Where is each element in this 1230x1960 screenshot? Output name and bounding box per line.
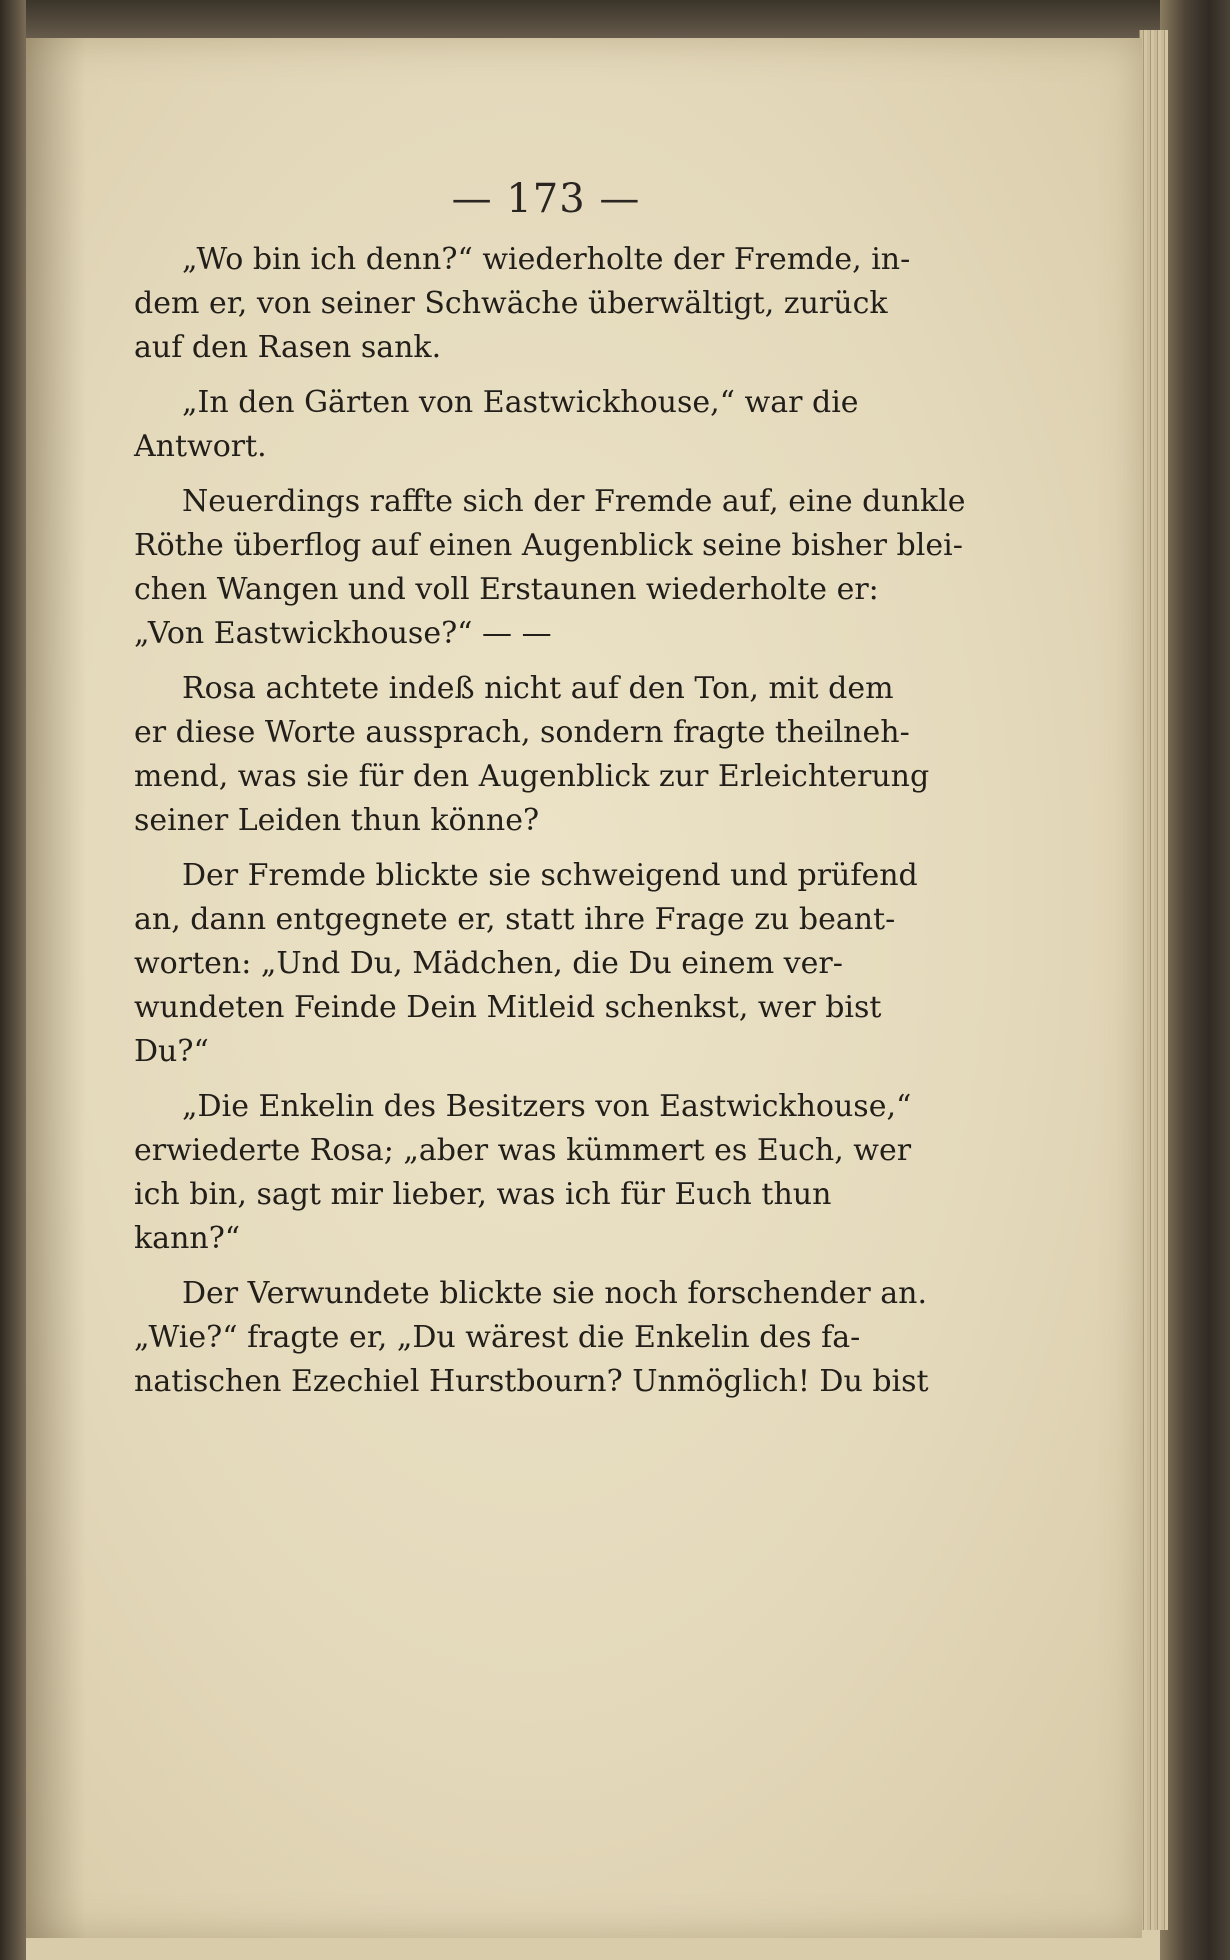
book-page xyxy=(26,38,1142,1938)
text-line: „Wo bin ich denn?“ wiederholte der Fremde, in- xyxy=(182,242,911,277)
text-line: „Von Eastwickhouse?“ — — xyxy=(134,616,552,651)
body-text xyxy=(134,238,966,1404)
text-line: chen Wangen und voll Erstaunen wiederholte er: xyxy=(134,572,879,607)
text-line: Röthe überflog auf einen Augenblick seine bisher blei- xyxy=(134,528,963,563)
page-number: — 173 — xyxy=(451,176,641,222)
text-line: „In den Gärten von Eastwickhouse,“ war die xyxy=(182,385,859,420)
text-line: seiner Leiden thun könne? xyxy=(134,803,540,838)
text-line: Der Verwundete blickte sie noch forschender an. xyxy=(182,1276,928,1311)
book-cover-edge xyxy=(1160,0,1230,1960)
text-line: erwiederte Rosa; „aber was kümmert es Euch, wer xyxy=(134,1133,912,1168)
text-line: kann?“ xyxy=(134,1221,241,1256)
text-line: „Wie?“ fragte er, „Du wärest die Enkelin des fa- xyxy=(134,1320,861,1355)
text-line: Rosa achtete indeß nicht auf den Ton, mit dem xyxy=(182,671,894,706)
text-line: Neuerdings raffte sich der Fremde auf, eine dunkle xyxy=(182,484,966,519)
text-line: Du?“ xyxy=(134,1034,209,1069)
page-stack-edge xyxy=(1139,30,1168,1930)
text-line: „Die Enkelin des Besitzers von Eastwickhouse,“ xyxy=(182,1089,912,1124)
gutter-shadow xyxy=(26,38,86,1938)
text-line: wundeten Feinde Dein Mitleid schenkst, wer bist xyxy=(134,990,882,1025)
text-line: Antwort. xyxy=(134,429,267,464)
text-line: dem er, von seiner Schwäche überwältigt, zurück xyxy=(134,286,888,321)
text-line: auf den Rasen sank. xyxy=(134,330,442,365)
text-line: mend, was sie für den Augenblick zur Erleichterung xyxy=(134,759,930,794)
text-line: natischen Ezechiel Hurstbourn? Unmöglich! Du bist xyxy=(134,1364,929,1399)
text-line: ich bin, sagt mir lieber, was ich für Euch thun xyxy=(134,1177,832,1212)
text-line: worten: „Und Du, Mädchen, die Du einem ver- xyxy=(134,946,843,981)
text-line: Der Fremde blickte sie schweigend und prüfend xyxy=(182,858,918,893)
text-line: er diese Worte aussprach, sondern fragte theilneh- xyxy=(134,715,910,750)
text-line: an, dann entgegnete er, statt ihre Frage zu beant- xyxy=(134,902,896,937)
scan-left-edge xyxy=(0,0,26,1960)
